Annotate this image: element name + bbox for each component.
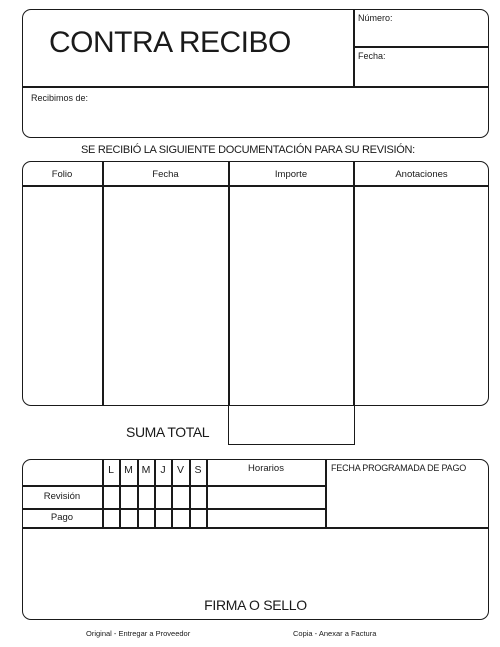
day-m1: M <box>124 464 133 476</box>
column-header-folio: Folio <box>51 169 73 180</box>
column-header-fecha: Fecha <box>152 169 179 180</box>
day-v: V <box>176 464 184 476</box>
firma-sello-label: FIRMA O SELLO <box>204 597 307 613</box>
day-l: L <box>108 464 114 476</box>
table-col-divider-1 <box>102 161 104 406</box>
day-s: S <box>194 464 202 476</box>
header-divider-vertical <box>353 9 355 86</box>
table-col-divider-3 <box>353 161 355 406</box>
schedule-signature-box <box>22 459 489 620</box>
fecha-programada-label: FECHA PROGRAMADA DE PAGO <box>331 463 467 473</box>
schedule-col-horarios-fecha <box>325 459 327 528</box>
suma-total-box <box>228 405 355 445</box>
column-header-importe: Importe <box>274 169 308 180</box>
footer-copia: Copia - Anexar a Factura <box>293 629 377 638</box>
fecha-label: Fecha: <box>358 51 386 61</box>
row-label-pago: Pago <box>50 512 74 523</box>
suma-total-label: SUMA TOTAL <box>126 424 210 440</box>
horarios-label: Horarios <box>248 463 284 474</box>
recibimos-label: Recibimos de: <box>31 93 89 103</box>
numero-fecha-divider <box>353 46 489 48</box>
footer-original: Original - Entregar a Proveedor <box>86 629 191 638</box>
day-m2: M <box>141 464 151 476</box>
table-col-divider-2 <box>228 161 230 406</box>
intro-text: SE RECIBIÓ LA SIGUIENTE DOCUMENTACIÓN PARA SU REVISIÓN: <box>81 144 415 156</box>
schedule-bottom-line <box>22 527 489 529</box>
documents-table <box>22 161 489 406</box>
column-header-anotaciones: Anotaciones <box>395 169 448 180</box>
numero-label: Número: <box>358 13 393 23</box>
table-header-divider <box>22 185 489 187</box>
schedule-row-line-1 <box>22 485 325 487</box>
row-label-revision: Revisión <box>43 491 81 502</box>
header-divider-horizontal <box>22 86 489 88</box>
schedule-row-line-2 <box>22 508 325 510</box>
day-j: J <box>160 464 166 476</box>
page-title: CONTRA RECIBO <box>49 26 291 59</box>
